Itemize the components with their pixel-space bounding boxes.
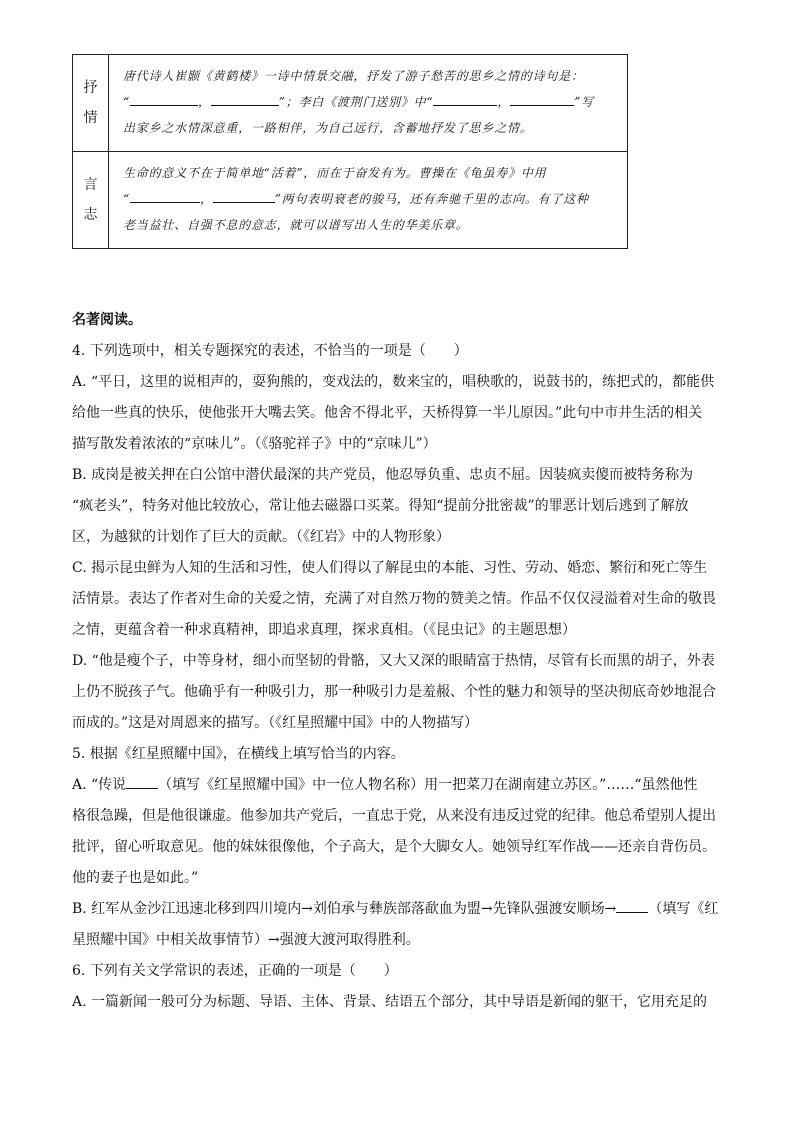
prompt-line: “ ， ”两句表明衰老的骏马，还有奔驰千里的志向。有了这种	[123, 186, 621, 212]
poetry-fill-table	[72, 54, 628, 249]
prompt-line: 出家乡之水情深意重，一路相伴，为自己远行，含蓄地抒发了思乡之情。	[123, 121, 533, 135]
answer-blank[interactable]	[510, 91, 574, 106]
option-line: D. “他是瘦个子，中等身材，细小而坚韧的骨骼，又大又深的眼睛富于热情，尽管有长而黑的胡子，外表	[72, 653, 715, 669]
category-char: 抒	[83, 80, 98, 96]
option-line: 描写散发着浓浓的“京味儿”。（《骆驼祥子》中的“京味儿”）	[72, 436, 437, 452]
question-stem: 6. 下列有关文学常识的表述，正确的一项是（ ）	[72, 963, 398, 979]
answer-blank[interactable]	[130, 91, 198, 106]
option-line: 而成的。”这是对周恩来的描写。（《红星照耀中国》中的人物描写）	[72, 715, 479, 731]
option-line: “疯老头”，特务对他比较放心，常让他去磁器口买菜。得知“提前分批密裁”的罪恶计划后逃到了解放	[72, 498, 689, 514]
category-char: 志	[83, 207, 98, 223]
option-line: B. 红军从金沙江迅速北移到四川境内→刘伯承与彝族部落歃血为盟→先锋队强渡安顺场→ （填写《红	[72, 901, 719, 917]
table-row-lyric	[73, 55, 628, 152]
category-char: 言	[83, 177, 98, 193]
option-line: 区，为越狱的计划作了巨大的贡献。（《红岩》中的人物形象）	[72, 529, 450, 545]
table-row-ambition	[73, 152, 628, 249]
option-line: A. “传说 （填写《红星照耀中国》中一位人物名称）用一把菜刀在湖南建立苏区。”……“虽然他性	[72, 777, 698, 793]
option-line: 之情，更蕴含着一种求真精神，即追求真理，探求真相。（《昆虫记》的主题思想）	[72, 622, 576, 638]
option-line: 批评，留心听取意见。他的妹妹很像他，个子高大，是个大脚女人。她领导红军作战——还亲自背伤员。	[72, 839, 716, 855]
prompt-cell	[109, 152, 628, 249]
option-line: A. “平日，这里的说相声的，耍狗熊的，变戏法的，数来宝的，唱秧歌的，说鼓书的，练把式的，都能供	[72, 374, 715, 390]
category-cell	[73, 55, 109, 152]
option-line: C. 揭示昆虫鲜为人知的生活和习性，使人们得以了解昆虫的本能、习性、劳动、婚恋、繁衍和死亡等生	[72, 560, 708, 576]
prompt-line: “ ， ”；李白《渡荆门送别》中“ ， ”写	[123, 89, 621, 115]
option-line: 他的妻子也是如此。”	[72, 870, 199, 886]
category-char: 情	[83, 110, 98, 126]
section-title: 名著阅读。	[72, 312, 142, 328]
option-line: B. 成岗是被关押在白公馆中潜伏最深的共产党员，他忍辱负重、忠贞不屈。因装疯卖傻而被特务称为	[72, 467, 694, 483]
prompt-cell	[109, 55, 628, 152]
option-line: 给他一些真的快乐，使他张开大嘴去笑。他舍不得北平，天桥得算一半儿原因。”此句中市井生活的相关	[72, 405, 703, 421]
option-line: 格很急躁，但是他很谦虚。他参加共产党后，一直忠于党，从来没有违反过党的纪律。他总希望别人提出	[72, 808, 716, 824]
answer-blank[interactable]	[130, 188, 200, 203]
prompt-line: 唐代诗人崔颢《黄鹤楼》一诗中情景交融，抒发了游子愁苦的思乡之情的诗句是：	[123, 69, 584, 83]
option-line: A. 一篇新闻一般可分为标题、导语、主体、背景、结语五个部分，其中导语是新闻的躯干，它用充足的	[72, 994, 708, 1010]
question-stem: 5. 根据《红星照耀中国》，在横线上填写恰当的内容。	[72, 746, 405, 762]
option-line: 上仍不脱孩子气。他确乎有一种吸引力，那一种吸引力是羞赧、个性的魅力和领导的坚决彻底奇妙地混合	[72, 684, 716, 700]
prompt-line: 生命的意义不在于简单地“活着”，而在于奋发有为。曹操在《龟虽寿》中用	[123, 166, 547, 180]
answer-blank[interactable]	[211, 91, 279, 106]
option-line: 星照耀中国》中相关故事情节）→强渡大渡河取得胜利。	[72, 932, 420, 948]
prompt-line: 老当益壮、自强不息的意志，就可以谱写出人生的华美乐章。	[123, 218, 469, 232]
answer-blank[interactable]	[433, 91, 497, 106]
answer-blank[interactable]	[616, 900, 648, 913]
answer-blank[interactable]	[213, 188, 275, 203]
answer-blank[interactable]	[126, 776, 158, 789]
question-content	[72, 305, 722, 1018]
question-stem: 4. 下列选项中，相关专题探究的表述，不恰当的一项是（ ）	[72, 343, 468, 359]
option-line: 活情景。表达了作者对生命的关爱之情，充满了对自然万物的赞美之情。作品不仅仅浸溢着对生命的敬畏	[72, 591, 716, 607]
category-cell	[73, 152, 109, 249]
